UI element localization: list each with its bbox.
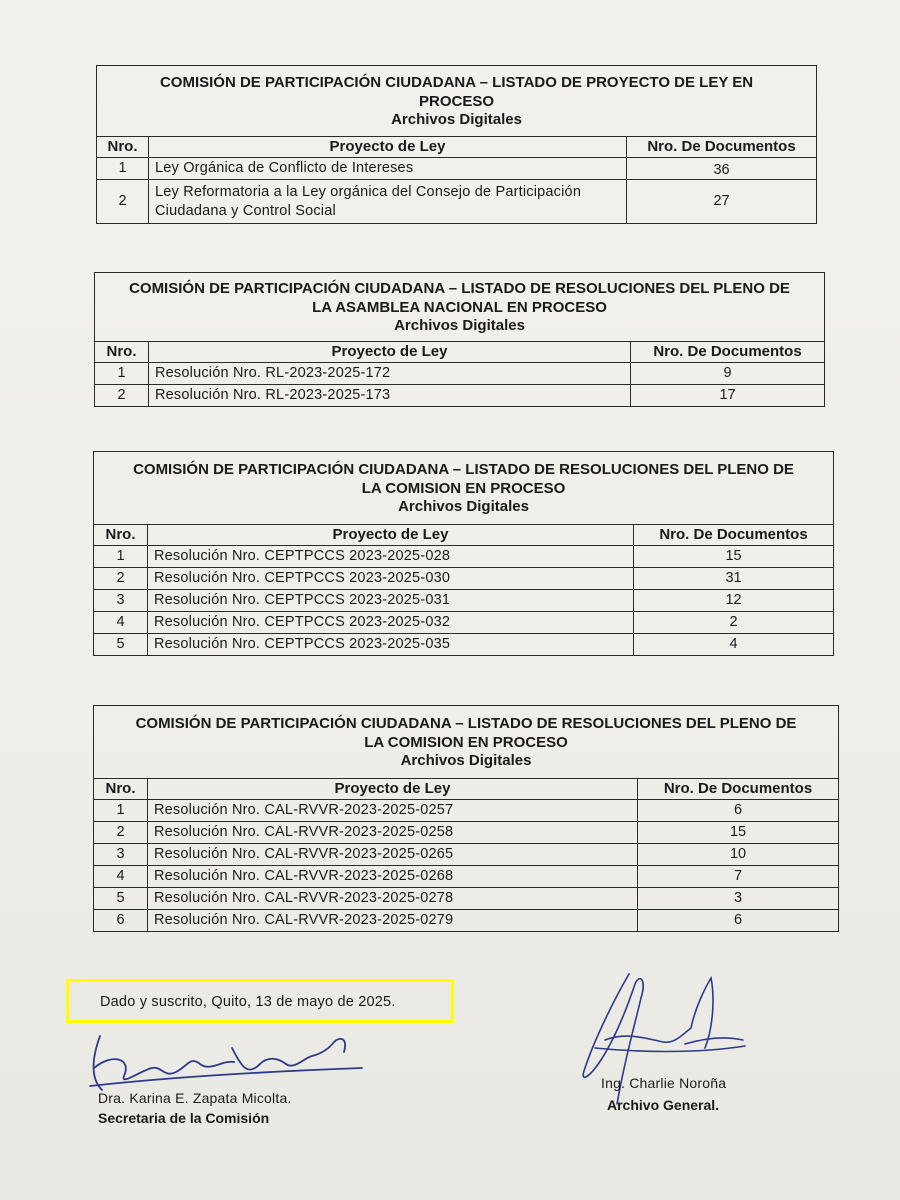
table-row: 3 Resolución Nro. CAL-RVVR-2023-2025-0265 10 — [94, 844, 839, 866]
signer-right-role: Archivo General. — [607, 1097, 720, 1113]
table-row: 5 Resolución Nro. CAL-RVVR-2023-2025-0278 3 — [94, 888, 839, 910]
table-resoluciones-asamblea — [94, 272, 825, 407]
table-row: 2 Ley Reformatoria a la Ley orgánica del Consejo de Participación Ciudadana y Control Social 27 — [97, 180, 817, 224]
date-line: Dado y suscrito, Quito, 13 de mayo de 2025. — [100, 994, 396, 1010]
table-row: 1 Resolución Nro. RL-2023-2025-172 9 — [95, 363, 825, 385]
table-row: 5 Resolución Nro. CEPTPCCS 2023-2025-035 4 — [94, 634, 834, 656]
table-row: 1 Resolución Nro. CEPTPCCS 2023-2025-028 15 — [94, 546, 834, 568]
table-row: 3 Resolución Nro. CEPTPCCS 2023-2025-031 12 — [94, 590, 834, 612]
table-title: COMISIÓN DE PARTICIPACIÓN CIUDADANA – LISTADO DE RESOLUCIONES DEL PLENO DE LA COMISION EN PROCESO Archivos Digitales — [94, 452, 834, 525]
table-row: 4 Resolución Nro. CAL-RVVR-2023-2025-0268 7 — [94, 866, 839, 888]
header-nro: Nro. — [95, 342, 149, 363]
table-row: 6 Resolución Nro. CAL-RVVR-2023-2025-0279 6 — [94, 910, 839, 932]
header-proyecto: Proyecto de Ley — [148, 525, 634, 546]
signer-right-name: Ing. Charlie Noroña — [601, 1075, 727, 1091]
header-proyecto: Proyecto de Ley — [149, 342, 631, 363]
header-documentos: Nro. De Documentos — [634, 525, 834, 546]
table-row: 2 Resolución Nro. CAL-RVVR-2023-2025-0258 15 — [94, 822, 839, 844]
table-row: 2 Resolución Nro. RL-2023-2025-173 17 — [95, 385, 825, 407]
signer-left-role: Secretaria de la Comisión — [98, 1110, 270, 1126]
signature-left — [72, 1028, 372, 1098]
header-documentos: Nro. De Documentos — [631, 342, 825, 363]
table-resoluciones-comision-cal — [93, 705, 839, 932]
table-row: 2 Resolución Nro. CEPTPCCS 2023-2025-030 31 — [94, 568, 834, 590]
header-nro: Nro. — [94, 525, 148, 546]
table-title: COMISIÓN DE PARTICIPACIÓN CIUDADANA – LISTADO DE RESOLUCIONES DEL PLENO DE LA ASAMBLEA NACIONAL EN PROCESO Archivos Digitales — [95, 273, 825, 342]
table-row: 1 Resolución Nro. CAL-RVVR-2023-2025-0257 6 — [94, 800, 839, 822]
table-resoluciones-comision-ceptpccs — [93, 451, 834, 656]
table-title: COMISIÓN DE PARTICIPACIÓN CIUDADANA – LISTADO DE RESOLUCIONES DEL PLENO DE LA COMISION EN PROCESO Archivos Digitales — [94, 706, 839, 779]
table-row: 4 Resolución Nro. CEPTPCCS 2023-2025-032 2 — [94, 612, 834, 634]
header-proyecto: Proyecto de Ley — [149, 137, 627, 158]
header-documentos: Nro. De Documentos — [627, 137, 817, 158]
header-documentos: Nro. De Documentos — [638, 779, 839, 800]
table-title: COMISIÓN DE PARTICIPACIÓN CIUDADANA – LISTADO DE PROYECTO DE LEY EN PROCESO Archivos Digitales — [97, 66, 817, 137]
signer-left-name: Dra. Karina E. Zapata Micolta. — [98, 1090, 292, 1106]
header-nro: Nro. — [97, 137, 149, 158]
header-proyecto: Proyecto de Ley — [148, 779, 638, 800]
table-row: 1 Ley Orgánica de Conflicto de Intereses 36 — [97, 158, 817, 180]
header-nro: Nro. — [94, 779, 148, 800]
table-proyectos-de-ley — [96, 65, 817, 224]
